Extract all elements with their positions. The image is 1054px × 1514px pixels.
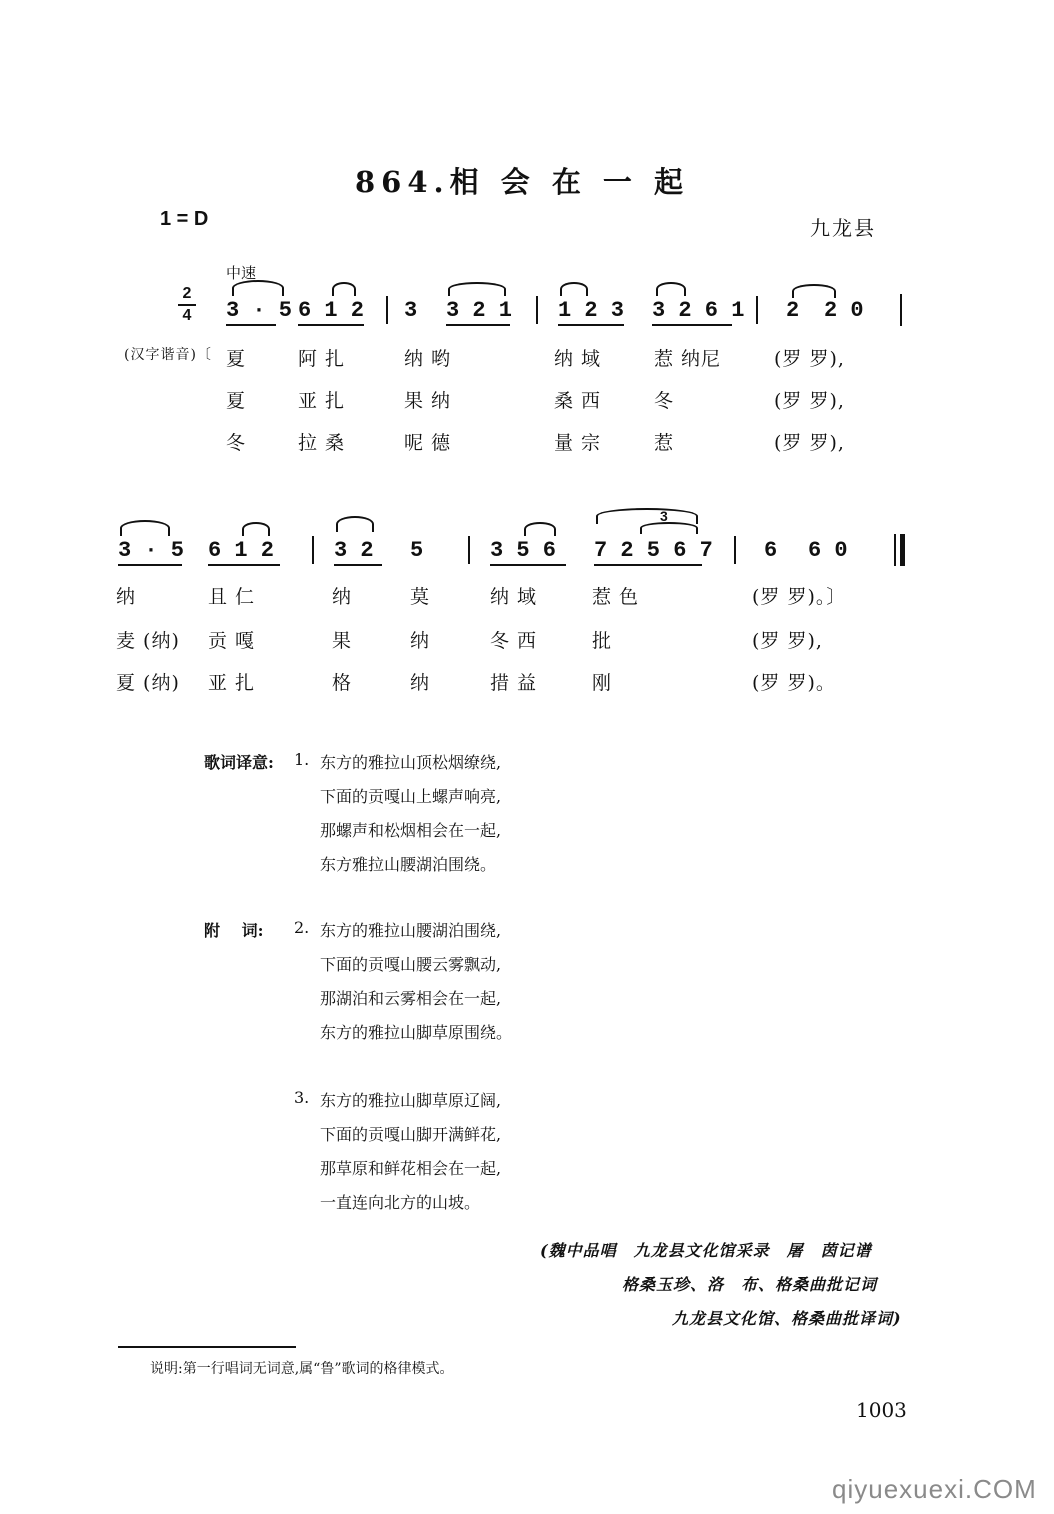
region-label: 九龙县 — [810, 216, 876, 240]
appendix-line: 东方的雅拉山脚草原围绕。 — [320, 1023, 513, 1042]
note-group: 6 1 2 — [208, 538, 275, 563]
appendix-line: 那湖泊和云雾相会在一起, — [320, 989, 502, 1008]
note-group: 3 — [404, 298, 418, 323]
note-group: 3 · 5 — [118, 538, 185, 563]
lyric-syllable: 纳 — [410, 630, 431, 652]
note-group: 5 — [410, 538, 424, 563]
slur — [232, 280, 284, 296]
lyric-syllable: 惹 — [654, 432, 675, 454]
page-number: 1003 — [856, 1398, 907, 1422]
lyric-syllable: 莫 — [410, 586, 431, 608]
beam-underline — [226, 324, 276, 326]
note-group: 1 2 3 — [558, 298, 625, 323]
triplet-mark: 3 — [660, 508, 668, 524]
appendix-line: 下面的贡嘎山脚开满鲜花, — [320, 1125, 502, 1144]
lyric-syllable: 纳 — [410, 672, 431, 694]
note-group: 6 0 — [808, 538, 848, 563]
appendix-line: 东方的雅拉山腰湖泊围绕, — [320, 921, 502, 940]
translation-line: 东方雅拉山腰湖泊围绕。 — [320, 855, 497, 874]
tempo-marking: 中速 — [226, 264, 257, 282]
lyric-syllable: 亚 扎 — [208, 672, 256, 694]
slur — [560, 282, 588, 296]
lyric-syllable: 且 仁 — [208, 586, 256, 608]
lyric-syllable: (罗 罗)。 — [752, 672, 836, 694]
slur — [242, 522, 270, 536]
note-group: 2 — [786, 298, 800, 323]
lyric-syllable: 夏 — [226, 348, 247, 370]
note-group: 3 2 — [334, 538, 374, 563]
translation-line: 东方的雅拉山顶松烟缭绕, — [320, 753, 502, 772]
lyric-syllable: 格 — [332, 672, 353, 694]
final-bar-line-thick — [900, 534, 905, 566]
beam-underline — [652, 324, 732, 326]
lyric-syllable: 惹 纳尼 — [654, 348, 722, 370]
credit-line: (魏中品唱 九龙县文化馆采录 屠 茵记谱 — [540, 1241, 872, 1260]
time-signature-top: 2 — [182, 285, 192, 302]
lyric-syllable: (罗 罗), — [774, 390, 845, 412]
beam-underline — [446, 324, 510, 326]
credit-line: 九龙县文化馆、格桑曲批译词) — [672, 1309, 902, 1328]
lyric-syllable: 果 纳 — [404, 390, 452, 412]
note-group: 7 2 5 6 7 — [594, 538, 713, 563]
footnote-rule — [118, 1346, 296, 1348]
note-group: 6 — [764, 538, 778, 563]
bar-line — [468, 536, 470, 564]
lyric-label: (汉字谐音)〔 — [124, 347, 212, 363]
lyric-syllable: 贡 嘎 — [208, 630, 256, 652]
song-title: 864.相 会 在 一 起 — [355, 165, 690, 199]
lyric-syllable: 惹 色 — [592, 586, 640, 608]
lyric-syllable: 措 益 — [490, 672, 538, 694]
lyric-syllable: 夏 (纳) — [116, 672, 180, 694]
lyric-syllable: (罗 罗), — [774, 432, 845, 454]
note-group: 2 0 — [824, 298, 864, 323]
verse-number: 1. — [294, 750, 310, 769]
footnote: 说明:第一行唱词无词意,属“鲁”歌词的格律模式。 — [150, 1361, 454, 1377]
lyric-syllable: 刚 — [592, 672, 613, 694]
appendix-line: 东方的雅拉山脚草原辽阔, — [320, 1091, 502, 1110]
lyric-syllable: 亚 扎 — [298, 390, 346, 412]
bar-line — [756, 296, 758, 324]
slur — [336, 516, 374, 532]
beam-underline — [594, 564, 702, 566]
lyric-syllable: (罗 罗), — [752, 630, 823, 652]
slur — [332, 282, 356, 296]
lyric-syllable: 量 宗 — [554, 432, 602, 454]
watermark: qiyuexuexi.COM — [832, 1474, 1037, 1504]
lyric-syllable: 纳 域 — [554, 348, 602, 370]
bar-line — [312, 536, 314, 564]
beam-underline — [298, 324, 364, 326]
appendix-label: 附 词: — [204, 921, 264, 940]
key-signature: 1 = D — [160, 208, 209, 230]
translation-line: 下面的贡嘎山上螺声响亮, — [320, 787, 502, 806]
slur — [656, 282, 686, 296]
lyric-syllable: 纳 — [332, 586, 353, 608]
note-group: 3 2 6 1 — [652, 298, 745, 323]
translation-label: 歌词译意: — [204, 753, 274, 772]
lyric-syllable: 果 — [332, 630, 353, 652]
lyric-syllable: 纳 — [116, 586, 137, 608]
lyric-syllable: 纳 域 — [490, 586, 538, 608]
lyric-syllable: 拉 桑 — [298, 432, 346, 454]
note-group: 3 · 5 — [226, 298, 293, 323]
note-group: 6 1 2 — [298, 298, 365, 323]
bar-line — [386, 296, 388, 324]
note-group: 3 5 6 — [490, 538, 557, 563]
note-group: 3 2 1 — [446, 298, 513, 323]
lyric-syllable: 纳 哟 — [404, 348, 452, 370]
lyric-syllable: 冬 — [654, 390, 675, 412]
verse-number: 2. — [294, 918, 310, 937]
slur — [596, 508, 698, 524]
lyric-syllable: 阿 扎 — [298, 348, 346, 370]
slur — [120, 520, 170, 536]
time-signature — [178, 285, 196, 325]
final-bar-line — [894, 534, 896, 566]
lyric-syllable: (罗 罗), — [774, 348, 845, 370]
appendix-line: 一直连向北方的山坡。 — [320, 1193, 481, 1212]
slur — [524, 522, 556, 536]
beam-underline — [490, 564, 566, 566]
triplet-bracket — [640, 522, 698, 534]
lyric-syllable: 冬 西 — [490, 630, 538, 652]
bar-line — [900, 294, 902, 326]
bar-line — [734, 536, 736, 564]
lyric-syllable: 麦 (纳) — [116, 630, 180, 652]
credit-line: 格桑玉珍、洛 布、格桑曲批记词 — [622, 1275, 878, 1294]
time-signature-bottom: 4 — [182, 307, 192, 324]
lyric-syllable: 桑 西 — [554, 390, 602, 412]
lyric-syllable: 呢 德 — [404, 432, 452, 454]
lyric-syllable: 批 — [592, 630, 613, 652]
appendix-line: 那草原和鲜花相会在一起, — [320, 1159, 502, 1178]
beam-underline — [558, 324, 624, 326]
slur — [792, 284, 836, 298]
translation-line: 那螺声和松烟相会在一起, — [320, 821, 502, 840]
lyric-syllable: (罗 罗)。〕 — [752, 586, 847, 608]
slur — [448, 282, 506, 296]
verse-number: 3. — [294, 1088, 310, 1107]
appendix-line: 下面的贡嘎山腰云雾飘动, — [320, 955, 502, 974]
lyric-syllable: 夏 — [226, 390, 247, 412]
lyric-syllable: 冬 — [226, 432, 247, 454]
beam-underline — [334, 564, 382, 566]
beam-underline — [208, 564, 280, 566]
beam-underline — [118, 564, 182, 566]
bar-line — [536, 296, 538, 324]
